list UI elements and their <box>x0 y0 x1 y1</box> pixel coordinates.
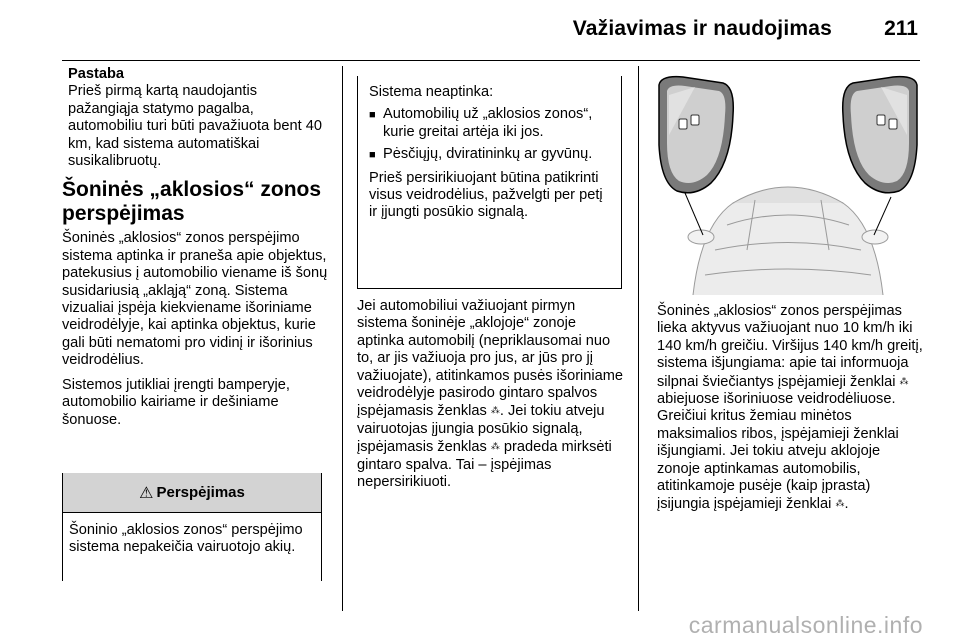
page-header-title: Važiavimas ir naudojimas <box>572 17 832 40</box>
list-item <box>369 106 610 141</box>
column-divider-left <box>342 66 343 611</box>
column-2-paragraph: Jei automobiliui važiuojant pirmyn sistema šoninėje „aklojoje“ zonoje aptinka automobilį (nepriklausomai nuo to, ar jis važiuoja pro jus, ar jūs pro jį važiuojate), atitinkamos pusės išoriniame veidrodėlyje pasirodo gintaro spalvos įspėjamasis ženklas ⁂. Jei tokiu atveju vairuotojas įjungia posūkio signalą, įspėjamasis ženklas ⁂ pradeda mirksėti gintaro spalva. Tai – įspėjimas nepersirikiuoti. <box>357 298 624 491</box>
blind-spot-symbol-icon: ⁂ <box>490 405 500 416</box>
list-item-text: Pėsčiųjų, dviratininkų ar gyvūnų. <box>383 146 593 163</box>
detection-outro: Prieš persirikiuojant būtina patikrinti visus veidrodėlius, pažvelgti per petį ir įjungti posūkio signalą. <box>369 169 603 221</box>
column-3-text <box>657 303 923 521</box>
column-3-paragraph: Šoninės „aklosios“ zonos perspėjimas lieka aktyvus važiuojant nuo 10 km/h iki 140 km/h greičiu. Viršijus 140 km/h greitį, sistema išjungiama: apie tai informuoja silpnai šviečiantys įspėjamieji ženklai ⁂ abiejuose išoriniuose veidrodėliuose. Greičiui kritus žemiau minėtos maksimalios ribos, įspėjamieji ženklai išjungiami. Jei tokiu atveju aklojoje zonoje aptinkamas automobilis, atitinkamoje pusėje (kaip įprasta) įsijungia įspėjamieji ženklai ⁂. <box>657 303 923 513</box>
blind-spot-symbol-icon: ⁂ <box>899 375 909 386</box>
warning-title: Perspėjimas <box>156 484 245 501</box>
note-title: Pastaba <box>68 66 124 82</box>
blind-spot-symbol-icon: ⁂ <box>835 498 845 509</box>
warning-box <box>62 473 322 581</box>
header-divider <box>62 60 920 61</box>
list-item <box>369 146 610 164</box>
note-text: Prieš pirmą kartą naudojantis pažangiąja statymo pagalba, automobiliu turi būti pavažiuota bent 40 km, kad sistema automatiškai susikalibruotų. <box>68 83 322 170</box>
column-1 <box>62 62 330 436</box>
watermark: carmanualsonline.info <box>688 612 923 638</box>
bullet-square-icon: ■ <box>369 109 376 122</box>
section-paragraph-2: Sistemos jutikliai įrengti bamperyje, automobilio kairiame ir dešiniame šonuose. <box>62 376 290 428</box>
warning-triangle-icon: ⚠ <box>139 484 154 502</box>
page-number: 211 <box>884 17 918 40</box>
bullet-square-icon: ■ <box>369 149 376 162</box>
column-2-text <box>357 298 625 498</box>
section-paragraph-1: Šoninės „aklosios“ zonos perspėjimo sistema aptinka ir praneša apie objektus, patekusius į automobilio viename iš šonų susidariusią „akląją“ zoną. Sistema vizualiai įspėja kiekviename išoriniame veidrodėlyje, kai aptinka objektus, kurie gali būti nematomi pro vidinį ir išorinius veidrodėlius. <box>62 230 328 369</box>
section-heading: Šoninės „aklosios“ zonos perspėjimas <box>62 178 322 226</box>
warning-header <box>63 473 321 513</box>
car-mirror-illustration-icon <box>655 75 921 295</box>
detection-intro: Sistema neaptinka: <box>369 84 494 100</box>
warning-text: Šoninio „aklosios zonos“ perspėjimo sistema nepakeičia vairuotojo akių. <box>69 522 303 556</box>
list-item-text: Automobilių už „aklosios zonos“, kurie greitai artėja iki jos. <box>383 106 593 140</box>
blind-spot-symbol-icon: ⁂ <box>490 441 500 452</box>
column-divider-right <box>638 66 639 611</box>
detection-info-box <box>357 76 622 289</box>
